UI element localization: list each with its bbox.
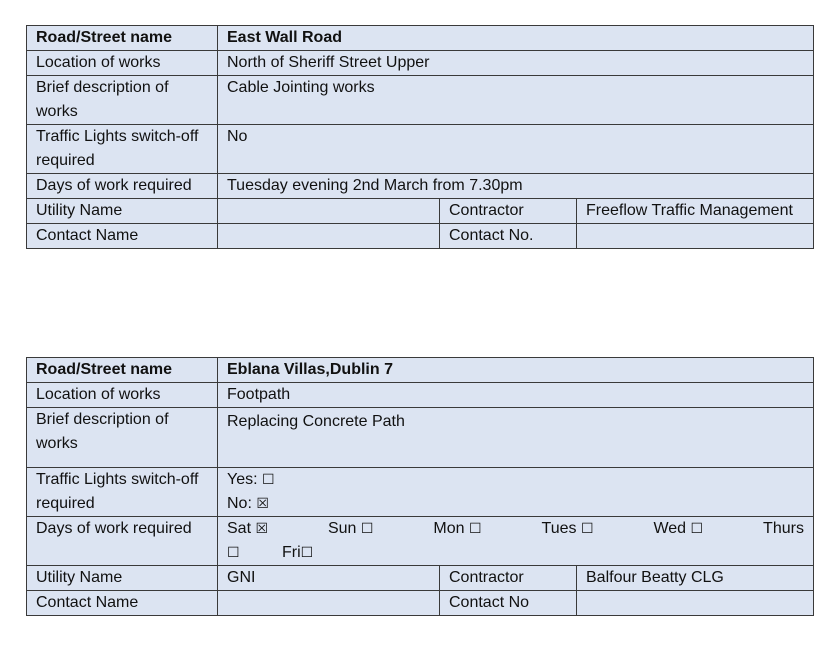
traffic-option-no[interactable] [227,492,804,516]
day-label: Mon [433,520,465,537]
day-label: Fri [282,544,301,561]
day-label: Thurs [763,520,804,537]
utility-label: Utility Name [27,566,218,591]
contact-row [27,591,814,616]
day-label: Sat [227,520,252,537]
road-label: Road/Street name [27,358,218,383]
traffic-option-label: No: [227,495,252,512]
contact-no-value [577,224,814,249]
contact-name-value [218,591,440,616]
days-label: Days of work required [27,517,218,566]
days-value: Tuesday evening 2nd March from 7.30pm [218,174,814,199]
traffic-label: Traffic Lights switch-off required [27,468,218,517]
contact-no-value [577,591,814,616]
day-option-mon[interactable] [433,517,481,541]
checkbox-checked-icon[interactable]: ☒ [255,521,269,537]
day-option-wed[interactable] [653,517,703,541]
day-option-sat[interactable] [227,517,268,541]
checkbox-icon[interactable]: ☐ [469,521,482,537]
checkbox-checked-icon[interactable]: ☒ [256,496,269,512]
checkbox-icon[interactable]: ☐ [300,545,314,561]
days-options-line-2 [227,541,804,565]
utility-row [27,199,814,224]
traffic-label: Traffic Lights switch-off required [27,125,218,174]
utility-row [27,566,814,591]
works-table-east-wall-road [26,25,814,249]
contractor-value: Balfour Beatty CLG [577,566,814,591]
days-row [27,174,814,199]
location-row [27,383,814,408]
traffic-option-label: Yes: [227,471,258,488]
contact-name-label: Contact Name [27,224,218,249]
day-option-sun[interactable] [328,517,373,541]
contact-no-label: Contact No. [440,224,577,249]
location-label: Location of works [27,383,218,408]
works-table-eblana-villas [26,357,814,616]
description-label: Brief description of works [27,76,218,125]
contact-row [27,224,814,249]
traffic-row [27,468,814,517]
location-value: Footpath [218,383,814,408]
road-value: Eblana Villas,Dublin 7 [218,358,814,383]
days-row [27,517,814,566]
description-value: Replacing Concrete Path [218,408,814,468]
day-label: Wed [653,520,687,537]
utility-label: Utility Name [27,199,218,224]
day-option-tues[interactable] [542,517,594,541]
days-options [218,517,814,566]
utility-value [218,199,440,224]
contact-name-value [218,224,440,249]
road-value: East Wall Road [218,26,814,51]
location-label: Location of works [27,51,218,76]
checkbox-icon[interactable]: ☐ [262,472,275,488]
days-options-line-1 [227,517,804,541]
road-row [27,26,814,51]
checkbox-icon[interactable]: ☐ [580,521,594,537]
road-row [27,358,814,383]
day-option-thurs[interactable] [763,517,804,541]
description-row [27,408,814,468]
traffic-row [27,125,814,174]
day-label: Tues [541,520,577,537]
days-label: Days of work required [27,174,218,199]
traffic-option-yes[interactable] [227,468,804,492]
description-row [27,76,814,125]
checkbox-icon[interactable]: ☐ [227,545,240,561]
traffic-options [218,468,814,517]
checkbox-icon[interactable]: ☐ [360,521,374,537]
contact-name-label: Contact Name [27,591,218,616]
description-value: Cable Jointing works [218,76,814,125]
description-label: Brief description of works [27,408,218,468]
utility-value: GNI [218,566,440,591]
traffic-value: No [218,125,814,174]
location-row [27,51,814,76]
contractor-label: Contractor [440,566,577,591]
day-label: Sun [327,520,357,537]
contractor-value: Freeflow Traffic Management [577,199,814,224]
road-label: Road/Street name [27,26,218,51]
contact-no-label: Contact No [440,591,577,616]
checkbox-icon[interactable]: ☐ [690,521,704,537]
day-option-fri[interactable] [282,541,313,565]
contractor-label: Contractor [440,199,577,224]
location-value: North of Sheriff Street Upper [218,51,814,76]
